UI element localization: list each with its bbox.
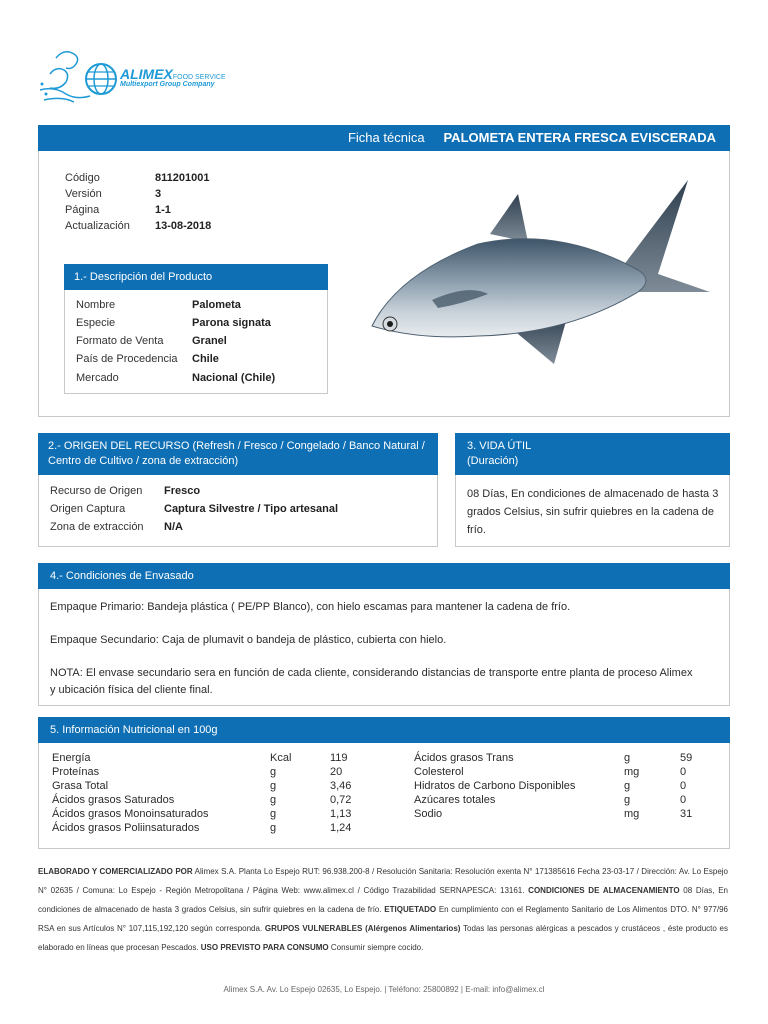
nutrient-value: 0 (680, 794, 687, 806)
nutrient-name: Azúcares totales (414, 794, 496, 806)
nutrient-value: 3,46 (330, 780, 352, 792)
description-value: Nacional (Chile) (192, 372, 276, 384)
footer-text: En cumplimiento con el Reglamento Sanitario de Los Alimentos DTO. N° 977/96 RSA en sus Artículos N° 107,115,192,120 según corresponda. (38, 905, 729, 933)
footer-text: 08 Días, En condiciones de almacenado de hasta 3 grados Celsius, sin sufrir quiebres en la cadena de frío. (38, 886, 728, 914)
logo-brand-suffix: FOOD SERVICE (172, 74, 226, 81)
footer-heading: USO PREVISTO PARA CONSUMO (200, 943, 329, 952)
packaging-note-line2: y ubicación física del cliente final. (50, 684, 213, 696)
section3-title-line2: (Duración) (467, 455, 519, 467)
nutrient-unit: g (624, 752, 631, 764)
nutrient-unit: mg (624, 808, 640, 820)
nutrient-unit: g (270, 808, 277, 820)
packaging-secondary: Empaque Secundario: Caja de plumavit o bandeja de plástico, cubierta con hielo. (50, 634, 447, 646)
logo (36, 44, 226, 110)
globe-icon (84, 62, 118, 96)
footer-address: Alimex S.A. Av. Lo Espejo 02635, Lo Espejo. | Teléfono: 25800892 | E-mail: info@alimex.cl (223, 985, 545, 994)
section2-title-line1: 2.- ORIGEN DEL RECURSO (Refresh / Fresco / Congelado / Banco Natural / (48, 440, 425, 452)
origin-value: N/A (164, 521, 183, 533)
nutrient-unit: g (270, 822, 277, 834)
section2-title-line2: Centro de Cultivo / zona de extracción) (48, 455, 239, 467)
header-title (38, 125, 716, 151)
header-label: Ficha técnica (347, 130, 425, 145)
nutrient-unit: g (270, 766, 277, 778)
doc-info-value: 811201001 (155, 172, 210, 184)
footer-text: Consumir siempre cocido. (328, 943, 424, 952)
description-label: Formato de Venta (76, 335, 164, 347)
nutrient-name: Ácidos grasos Trans (414, 752, 514, 764)
origin-value: Captura Silvestre / Tipo artesanal (164, 503, 339, 515)
doc-info-label: Versión (65, 188, 102, 200)
nutrient-name: Colesterol (414, 766, 464, 778)
footer-text: Todas las personas alérgicas a pescados y crustáceos , éste producto es elaborado en líneas que procesan Pescados. (38, 924, 729, 952)
nutrient-unit: g (624, 794, 631, 806)
section3-header (455, 433, 730, 475)
description-value: Chile (192, 353, 219, 365)
section3-title-line1: 3. VIDA ÚTIL (467, 440, 532, 452)
section5-title: 5. Información Nutricional en 100g (38, 717, 730, 743)
description-label: País de Procedencia (76, 353, 178, 365)
nutrient-unit: Kcal (270, 752, 292, 764)
nutrient-name: Energía (52, 752, 91, 764)
nutrient-value: 0 (680, 766, 687, 778)
nutrient-unit: g (624, 780, 631, 792)
origin-label: Recurso de Origen (50, 485, 143, 497)
nutrient-value: 0,72 (330, 794, 352, 806)
section4-title: 4.- Condiciones de Envasado (38, 563, 730, 589)
nutrient-unit: mg (624, 766, 640, 778)
doc-info-value: 13-08-2018 (155, 220, 212, 232)
description-label: Especie (76, 317, 116, 329)
nutrient-value: 119 (330, 752, 348, 764)
nutrient-name: Grasa Total (52, 780, 109, 792)
shelf-life-line2: grados Celsius, sin sufrir quiebres en la cadena de (467, 506, 715, 518)
nutrient-name: Ácidos grasos Saturados (52, 794, 175, 806)
nutrient-value: 20 (330, 766, 343, 778)
doc-info-label: Actualización (65, 220, 130, 232)
footer-text: Alimex S.A. Planta Lo Espejo RUT: 96.938.200-8 / Resolución Sanitaria: Resolución exenta N° 171385616 Fecha 23-03-17 / Dirección: Av. Lo Espejo N° 02635 / Comuna: Lo Espejo - Región Metropolitana / Página Web: www.alimex.cl / Código Trazabilidad SERNAPESCA: 13161. (38, 867, 729, 895)
header-product: PALOMETA ENTERA FRESCA EVISCERADA (443, 130, 716, 145)
description-label: Nombre (76, 299, 116, 311)
nutrient-unit: g (270, 780, 277, 792)
section2-header (38, 433, 438, 475)
doc-info-value: 1-1 (155, 204, 171, 216)
nutrient-value: 59 (680, 752, 693, 764)
logo-brand: ALIMEX (120, 66, 173, 82)
nutrient-value: 0 (680, 780, 687, 792)
section1-title: 1.- Descripción del Producto (64, 264, 328, 290)
nutrient-name: Proteínas (52, 766, 100, 778)
shelf-life-line3: frío. (467, 524, 486, 536)
doc-info-value: 3 (155, 188, 162, 200)
footer-heading: ELABORADO Y COMERCIALIZADO POR (38, 867, 193, 876)
description-value: Parona signata (192, 317, 271, 329)
packaging-note-line1: NOTA: El envase secundario sera en función de cada cliente, considerando distancias de transporte entre planta de proceso Alimex (50, 667, 693, 679)
nutrient-name: Sodio (414, 808, 443, 820)
description-value: Granel (192, 335, 227, 347)
nutrient-value: 1,24 (330, 822, 352, 834)
nutrient-value: 31 (680, 808, 693, 820)
origin-label: Origen Captura (50, 503, 126, 515)
nutrient-name: Ácidos grasos Monoinsaturados (52, 808, 209, 820)
nutrient-unit: g (270, 794, 277, 806)
footer-heading: CONDICIONES DE ALMACENAMIENTO (528, 886, 680, 895)
footer-heading: GRUPOS VULNERABLES (Alérgenos Alimentarios) (264, 924, 461, 933)
shelf-life-line1: 08 Días, En condiciones de almacenado de hasta 3 (467, 488, 719, 500)
doc-info-label: Código (65, 172, 100, 184)
doc-info-label: Página (65, 204, 100, 216)
description-value: Palometa (192, 299, 241, 311)
description-label: Mercado (76, 372, 119, 384)
logo-tagline: Multiexport Group Company (120, 81, 215, 88)
origin-label: Zona de extracción (50, 521, 144, 533)
nutrient-name: Ácidos grasos Poliinsaturados (52, 822, 200, 834)
nutrient-value: 1,13 (330, 808, 352, 820)
footer-heading: ETIQUETADO (384, 905, 437, 914)
origin-value: Fresco (164, 485, 201, 497)
fish-image (358, 174, 718, 374)
nutrient-name: Hidratos de Carbono Disponibles (414, 780, 576, 792)
footer-legal (38, 862, 728, 957)
packaging-primary: Empaque Primario: Bandeja plástica ( PE/PP Blanco), con hielo escamas para mantener la cadena de frío. (50, 601, 571, 613)
